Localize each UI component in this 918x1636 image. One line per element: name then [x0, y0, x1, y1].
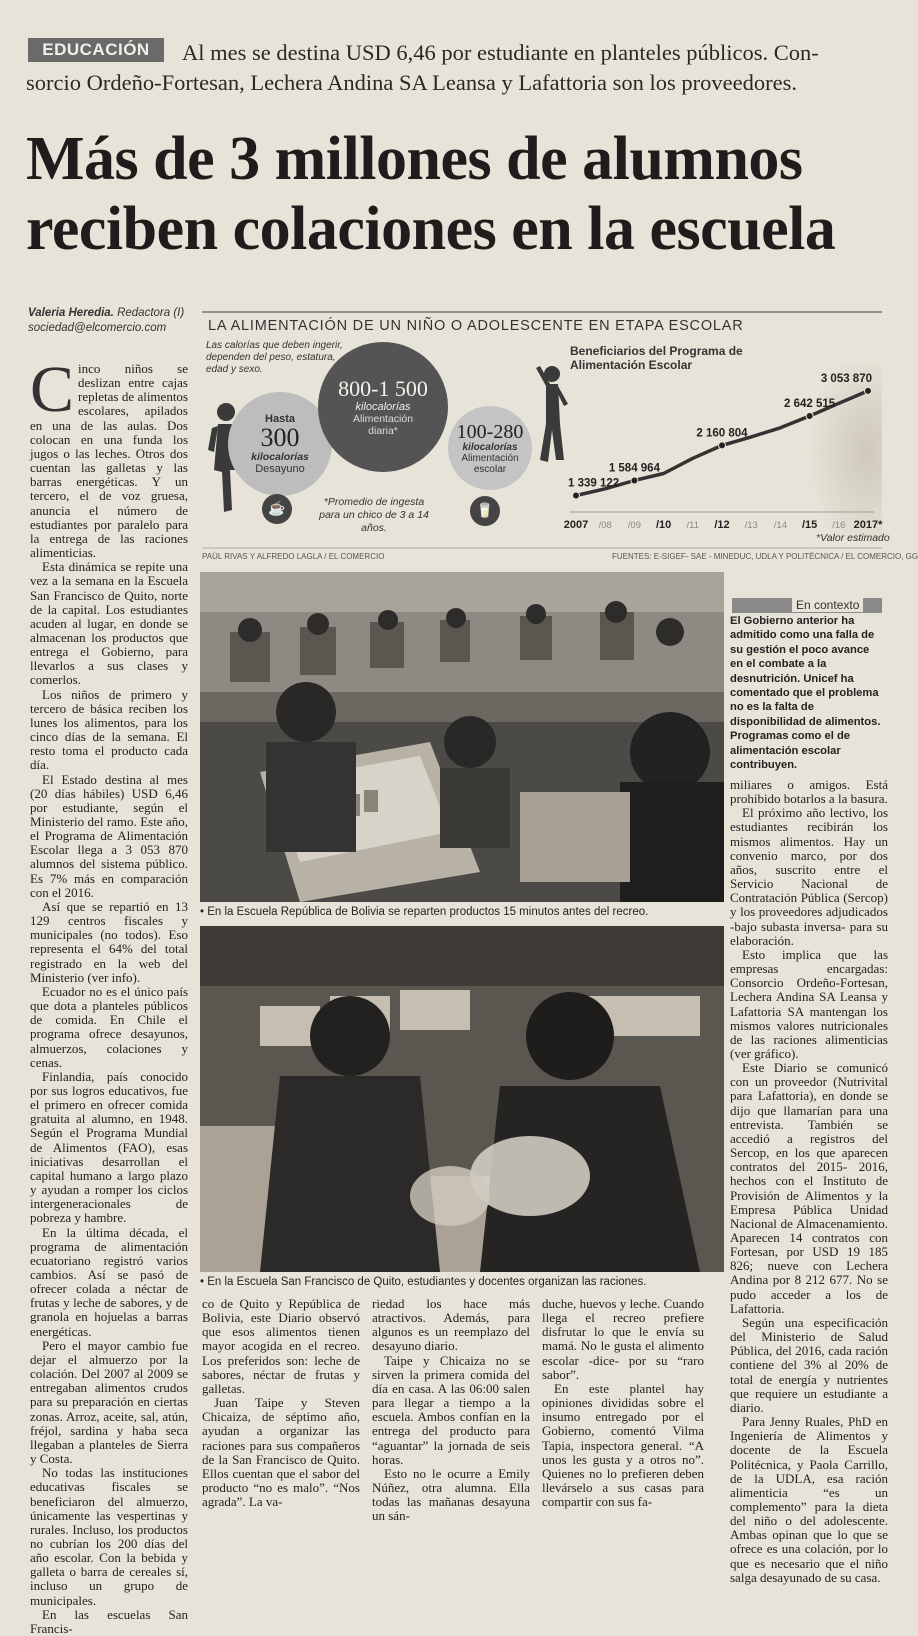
paragraph: Pero el mayor cambio fue dejar el almuerzo por la colación. Del 2007 al 2009 se entregaban alimentos crudos para su preparación en ciertas zonas. Arroz, aceite, sal, atún, fréjol, sardina y haba seca llegaban a planteles de Sierra y Costa. — [30, 1337, 188, 1467]
article-column-3 — [372, 1297, 530, 1533]
x-tick-label: /08 — [598, 520, 612, 531]
infographic-intro: Las calorías que deben ingerir, dependen del peso, estatura, edad y sexo. — [206, 340, 343, 375]
byline-email: sociedad@elcomercio.com — [28, 322, 167, 334]
paragraph: El Estado destina al mes (20 días hábiles) USD 6,46 por estudiante, según el Ministerio del ramo. Este año, el Programa de Alimentación Escolar llega a 3 053 870 alumnos del sistema público. Es 7% más en comparación con el 2016. — [30, 771, 188, 900]
dropcap: C — [30, 353, 75, 426]
data-point — [806, 413, 813, 420]
x-tick-label: /09 — [627, 520, 642, 531]
section-tag: EDUCACIÓN — [28, 38, 164, 62]
snack-food-icon: 🥛 — [470, 496, 500, 526]
photo-caption-1: • En la Escuela República de Bolivia se reparten productos 15 minutos antes del recreo. — [200, 906, 649, 918]
breakfast-circle — [228, 392, 332, 496]
data-point — [631, 477, 638, 484]
x-tick-label: /16 — [832, 520, 846, 531]
data-label: 1 339 122 — [568, 477, 620, 490]
paragraph: Ecuador no es el único país que dota a planteles públicos de comida. En Chile el programa ofrece desayunos, almuerzos, colaciones y cenas. — [30, 983, 188, 1070]
paragraph: miliares o amigos. Está prohibido botarlos a la basura. — [730, 777, 888, 807]
breakfast-value: 300 — [260, 423, 300, 452]
paragraph: Este Diario se comunicó con un proveedor (Nutrivital para Lafattoria), en donde se dijo que llamarían para una entrevista. También se accedió a registros del Sercop, en los que aparecen contratos del 2015- 2016, hechos con el Instituto de Provisión de Alimentos y la Empresa Pública Unidad Nacional de Almacenamiento. Aparecen 14 contratos con Fortesan, por USD 19 185 826; nueve con Lechera Andina por 8 212 677. No se pudo acceder a los de Lafattoria. — [730, 1060, 888, 1316]
photo-storage — [200, 926, 724, 1272]
infographic-credit: PAÚL RIVAS Y ALFREDO LAGLA / EL COMERCIO — [202, 552, 385, 561]
paragraph: Cinco niños se deslizan entre cajas repletas de alimentos escolares, apilados en una de las aulas. Dos colocan en una funda los jugos o las leches. Otros dos cuentan las galletas y las barras energéticas. Y un tercero, el de voz gruesa, anuncia el número de estudiantes por paralelo para la entrega de las raciones alimenticias. — [30, 353, 188, 561]
x-tick-label: /14 — [773, 520, 788, 531]
paragraph: No todas las instituciones educativas fiscales se beneficiaron del almuerzo, únicamente las vespertinas y rurales. Incluso, los productos no cubrían los 200 días del año escolar. Con la bebida y galleta o barra de cereales sí, incluso un grupo de municipales. — [30, 1465, 188, 1608]
breakfast-unit: kilocalorías — [251, 451, 309, 463]
photo-caption-2: • En la Escuela San Francisco de Quito, estudiantes y docentes organizan las raciones. — [200, 1276, 647, 1288]
storage-photo-image — [200, 926, 724, 1272]
estimate-note: *Valor estimado — [816, 532, 890, 544]
paragraph: Taipe y Chicaiza no se sirven la primera comida del día en casa. A las 06:00 salen para llegar a tiempo a la escuela. Ambos confían en la entrega del producto para “aguantar” la jornada de seis horas. — [372, 1352, 530, 1467]
daily-value: 800-1 500 — [338, 376, 428, 401]
byline-author: Valeria Heredia. — [28, 307, 114, 319]
paragraph: En este plantel hay opiniones divididas sobre el insumo entregado por el Gobierno, comentó Vilma Tapia, inspectora general. “A unos les gusta y a otros no”. Quienes no lo prefieren deben llevárselo a sus casas para compartir con sus fa- — [542, 1380, 704, 1510]
paragraph: Esto implica que las empresas encargadas: Consorcio Ordeño-Fortesan, Lechera Andina SA Leansa y Lafattoria SA mantengan los mismos valores nutricionales de las raciones alimenticias (ver gráfico). — [730, 946, 888, 1061]
data-label: 2 160 804 — [696, 427, 748, 440]
paragraph: Para Jenny Ruales, PhD en Ingeniería de Alimentos y docente de la Escuela Politécnica, y Paola Carrillo, de la UDLA, esa ración alimenticia “es un complemento” para la dieta del niño o del adolescente. Ambas opinan que lo que se ofrece es una colación, por lo que es necesario que el niño salga desayunado de su casa. — [730, 1414, 888, 1585]
data-point — [573, 492, 580, 499]
x-tick-label: 2017* — [853, 519, 883, 531]
x-tick-label: 2007 — [563, 519, 589, 531]
infographic — [202, 308, 918, 570]
photo-classroom — [200, 572, 724, 902]
x-tick-label: /15 — [801, 519, 818, 531]
breakfast-food-icon: ☕ — [262, 494, 292, 524]
data-point — [719, 442, 726, 449]
school-label: Alimentación escolar — [461, 452, 519, 475]
article-column-4 — [542, 1297, 704, 1533]
article-column-5 — [730, 777, 888, 1585]
paragraph: En las escuelas San Francis- — [30, 1606, 188, 1636]
paragraph: Según una especificación del Ministerio de Salud Pública, del 2016, cada ración contiene del 3% al 20% de total de energía y nutrientes que requiere un estudiante a diario. — [730, 1314, 888, 1415]
x-tick-label: /11 — [686, 520, 700, 531]
x-tick-label: /12 — [714, 519, 730, 531]
paragraph: Esto no le ocurre a Emily Núñez, otra alumna. Ella todas las mañanas desayuna un sán- — [372, 1465, 530, 1524]
daily-unit: kilocalorías — [355, 401, 411, 413]
school-circle — [448, 406, 532, 490]
paragraph: Esta dinámica se repite una vez a la semana en la Escuela San Francisco de Quito, norte de la capital. Los estudiantes acuden al lugar, en donde se almacenan los productos que entrega el Gobierno, para llevarlos a sus clases y comerlos. — [30, 559, 188, 688]
deck-line-1: Al mes se destina USD 6,46 por estudiante en planteles públicos. Con- — [182, 40, 819, 65]
school-unit: kilocalorías — [462, 441, 518, 453]
paragraph: Los niños de primero y tercero de básica reciben los lunes los alimentos, para los cinco días de la semana. El resto toma el producto cada día. — [30, 686, 188, 773]
paragraph: duche, huevos y leche. Cuando llega el recreo prefiere disfrutar lo que le envía su mamá. No le gusta el alimento escolar -dice- por su “raro sabor”. — [542, 1296, 704, 1382]
article-column-1 — [30, 353, 188, 1636]
article-column-2 — [202, 1297, 360, 1533]
daily-label: Alimentación diaria* — [352, 413, 414, 437]
paragraph: El próximo año lectivo, los estudiantes recibirán los mismos alimentos. Hay un convenio marco, por dos años, suscrito entre el Servicio Nacional de Contratación Pública (Sercop) y los proveedores adjudicados -bajo subasta inversa- para su elaboración. — [730, 805, 888, 948]
paragraph: Finlandia, país conocido por sus logros educativos, fue el primero en ofrecer comida gratuita al alumno, en 1948. Según el Programa Mundial de Alimentos (FAO), esas iniciativas desarrollan el capital humano a largo plazo y ayudan a romper los ciclos intergeneracionales de pobreza y hambre. — [30, 1068, 188, 1226]
school-value: 100-280 — [456, 420, 524, 443]
paragraph: Así que se repartió en 13 129 centros fiscales y municipales (no todos). Eso representa el 64% del total registrado en la web del Ministerio (ver info). — [30, 898, 188, 985]
headline-line-1: Más de 3 millones de alumnos — [26, 125, 803, 193]
paragraph: co de Quito y República de Bolivia, este Diario observó que esos alimentos tienen mayor acogida en el recreo. Los preferidos son: leche de sabores, néctar de frutas y galletas. — [202, 1296, 360, 1396]
context-text: El Gobierno anterior ha admitido como una falla de su gestión el poco avance en el combate a la desnutrición. Unicef ha comentado que el problema no es la falta de disponibilidad de alimentos. Programas como el de alimentación escolar contribuyen. — [730, 615, 881, 772]
infographic-title: LA ALIMENTACIÓN DE UN NIÑO O ADOLESCENTE EN ETAPA ESCOLAR — [208, 318, 744, 334]
daily-circle — [318, 342, 448, 472]
headline-line-2: reciben colaciones en la escuela — [26, 195, 836, 263]
context-label: En contexto — [792, 598, 863, 612]
data-point — [865, 387, 872, 394]
classroom-photo-image — [200, 572, 724, 902]
byline-role: Redactora (I) — [117, 307, 185, 319]
breakfast-prefix: Hasta — [265, 413, 295, 425]
breakfast-label: Desayuno — [255, 463, 305, 475]
deck-line-2: sorcio Ordeño-Fortesan, Lechera Andina SA Leansa y Lafattoria son los proveedores. — [26, 70, 798, 95]
chart-title: Beneficiarios del Programa de Alimentación Escolar — [570, 344, 743, 372]
x-tick-label: /13 — [744, 520, 758, 531]
infographic-note: *Promedio de ingesta para un chico de 3 a 14 años. — [319, 496, 429, 534]
data-label: 1 584 964 — [608, 462, 660, 475]
infographic-sources: FUENTES: E-SIGEF- SAE - MINEDUC, UDLA Y POLITÉCNICA / EL COMERCIO, GG — [612, 552, 918, 561]
x-tick-label: /10 — [655, 519, 672, 531]
beneficiaries-chart — [562, 364, 882, 540]
data-label: 2 642 515 — [784, 398, 836, 411]
paragraph: riedad los hace más atractivos. Además, para algunos es un reemplazo del desayuno diario. — [372, 1296, 530, 1354]
paragraph: Juan Taipe y Steven Chicaiza, de séptimo año, ayudan a organizar las raciones para sus compañeros de la San Francisco de Quito. Ellos cuentan que el sabor del producto “no es malo”. “Nos agrada”. La va- — [202, 1395, 360, 1510]
byline — [28, 306, 184, 336]
data-label: 3 053 870 — [820, 372, 872, 385]
paragraph: En la última década, el programa de alimentación ecuatoriano registró varios cambios. Así se pasó de ofrecer colada a néctar de frutas y leche de sabores, y de granola en hojuelas a barras energéticas. — [30, 1224, 188, 1339]
